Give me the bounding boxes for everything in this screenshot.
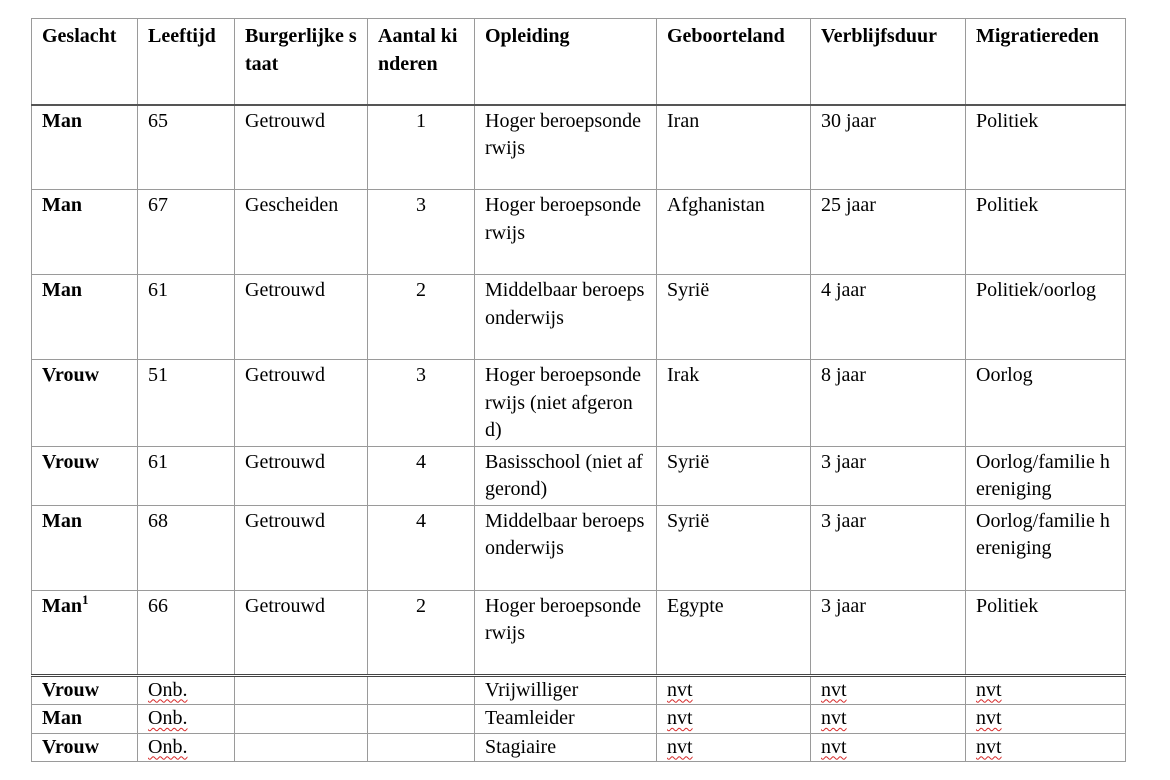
cell-geslacht-text: Man <box>42 594 82 617</box>
cell-land: Syrië <box>657 446 811 505</box>
header-aantal-kinderen: Aantal kinderen <box>368 19 475 105</box>
cell-opleiding: Basisschool (niet afgerond) <box>475 446 657 505</box>
cell-geslacht: Man <box>32 105 138 190</box>
cell-leeftijd: 61 <box>138 446 235 505</box>
cell-staat: Gescheiden <box>235 190 368 275</box>
spellcheck-text: nvt <box>976 735 1002 758</box>
table-row <box>32 105 1126 190</box>
cell-staat: Getrouwd <box>235 275 368 360</box>
cell-duur <box>811 733 966 762</box>
cell-duur: 3 jaar <box>811 590 966 675</box>
cell-geslacht: Man <box>32 705 138 734</box>
cell-kinderen <box>368 675 475 705</box>
cell-kinderen: 3 <box>368 360 475 447</box>
spellcheck-text: nvt <box>667 678 693 701</box>
cell-land: Iran <box>657 105 811 190</box>
cell-reden: Oorlog <box>966 360 1126 447</box>
cell-reden <box>966 733 1126 762</box>
cell-land <box>657 705 811 734</box>
cell-land <box>657 733 811 762</box>
cell-geslacht: Man <box>32 505 138 590</box>
cell-kinderen: 2 <box>368 275 475 360</box>
spellcheck-text: nvt <box>976 707 1002 729</box>
cell-duur: 3 jaar <box>811 446 966 505</box>
cell-geslacht: Man <box>32 275 138 360</box>
cell-land: Syrië <box>657 505 811 590</box>
cell-land <box>657 675 811 705</box>
cell-opleiding: Hoger beroepsonderwijs <box>475 105 657 190</box>
cell-leeftijd: 67 <box>138 190 235 275</box>
cell-reden <box>966 705 1126 734</box>
cell-kinderen: 4 <box>368 446 475 505</box>
header-verblijfsduur: Verblijfsduur <box>811 19 966 105</box>
cell-reden: Oorlog/familie hereniging <box>966 505 1126 590</box>
staff-row <box>32 705 1126 734</box>
cell-duur <box>811 705 966 734</box>
cell-opleiding: Hoger beroepsonderwijs <box>475 590 657 675</box>
cell-reden: Politiek <box>966 105 1126 190</box>
spellcheck-text: Onb. <box>148 678 188 701</box>
cell-reden: Politiek <box>966 590 1126 675</box>
cell-opleiding: Vrijwilliger <box>475 675 657 705</box>
cell-opleiding: Stagiaire <box>475 733 657 762</box>
table-row <box>32 590 1126 675</box>
cell-staat: Getrouwd <box>235 105 368 190</box>
participants-table <box>31 18 1126 762</box>
staff-row <box>32 733 1126 762</box>
cell-staat: Getrouwd <box>235 446 368 505</box>
cell-geslacht: Man <box>32 190 138 275</box>
cell-staat: Getrouwd <box>235 590 368 675</box>
staff-row <box>32 675 1126 705</box>
cell-duur <box>811 675 966 705</box>
cell-geslacht: Vrouw <box>32 446 138 505</box>
header-burgerlijke-staat: Burgerlijke staat <box>235 19 368 105</box>
cell-geslacht: Vrouw <box>32 733 138 762</box>
cell-reden <box>966 675 1126 705</box>
cell-land: Syrië <box>657 275 811 360</box>
cell-duur: 30 jaar <box>811 105 966 190</box>
cell-land: Irak <box>657 360 811 447</box>
cell-geslacht <box>32 590 138 675</box>
spellcheck-text: Onb. <box>148 707 188 729</box>
cell-kinderen: 3 <box>368 190 475 275</box>
cell-staat: Getrouwd <box>235 505 368 590</box>
cell-duur: 3 jaar <box>811 505 966 590</box>
header-row <box>32 19 1126 105</box>
cell-kinderen <box>368 733 475 762</box>
cell-leeftijd: 66 <box>138 590 235 675</box>
spellcheck-text: nvt <box>821 678 847 701</box>
table-row <box>32 505 1126 590</box>
cell-kinderen <box>368 705 475 734</box>
cell-staat: Getrouwd <box>235 360 368 447</box>
cell-opleiding: Hoger beroepsonderwijs <box>475 190 657 275</box>
cell-duur: 4 jaar <box>811 275 966 360</box>
table-row <box>32 190 1126 275</box>
header-opleiding: Opleiding <box>475 19 657 105</box>
cell-opleiding: Middelbaar beroepsonderwijs <box>475 505 657 590</box>
cell-duur: 8 jaar <box>811 360 966 447</box>
header-geboorteland: Geboorteland <box>657 19 811 105</box>
cell-kinderen: 1 <box>368 105 475 190</box>
header-migratiereden: Migratiereden <box>966 19 1126 105</box>
cell-opleiding: Hoger beroepsonderwijs (niet afgerond) <box>475 360 657 447</box>
table-row <box>32 446 1126 505</box>
cell-kinderen: 4 <box>368 505 475 590</box>
footnote-marker: 1 <box>82 591 89 607</box>
cell-opleiding: Teamleider <box>475 705 657 734</box>
header-leeftijd: Leeftijd <box>138 19 235 105</box>
cell-leeftijd: 61 <box>138 275 235 360</box>
spellcheck-text: nvt <box>821 707 847 729</box>
table-row <box>32 275 1126 360</box>
cell-leeftijd <box>138 705 235 734</box>
cell-leeftijd <box>138 733 235 762</box>
cell-leeftijd: 68 <box>138 505 235 590</box>
cell-land: Afghanistan <box>657 190 811 275</box>
spellcheck-text: nvt <box>667 735 693 758</box>
cell-reden: Politiek <box>966 190 1126 275</box>
cell-staat <box>235 733 368 762</box>
cell-geslacht: Vrouw <box>32 675 138 705</box>
cell-leeftijd <box>138 675 235 705</box>
cell-reden: Politiek/oorlog <box>966 275 1126 360</box>
cell-opleiding: Middelbaar beroepsonderwijs <box>475 275 657 360</box>
header-geslacht: Geslacht <box>32 19 138 105</box>
cell-kinderen: 2 <box>368 590 475 675</box>
cell-duur: 25 jaar <box>811 190 966 275</box>
cell-staat <box>235 675 368 705</box>
cell-geslacht: Vrouw <box>32 360 138 447</box>
cell-staat <box>235 705 368 734</box>
spellcheck-text: nvt <box>976 678 1002 701</box>
spellcheck-text: nvt <box>667 707 693 729</box>
cell-reden: Oorlog/familie hereniging <box>966 446 1126 505</box>
spellcheck-text: Onb. <box>148 735 188 758</box>
cell-land: Egypte <box>657 590 811 675</box>
spellcheck-text: nvt <box>821 735 847 758</box>
cell-leeftijd: 51 <box>138 360 235 447</box>
table-row <box>32 360 1126 447</box>
cell-leeftijd: 65 <box>138 105 235 190</box>
